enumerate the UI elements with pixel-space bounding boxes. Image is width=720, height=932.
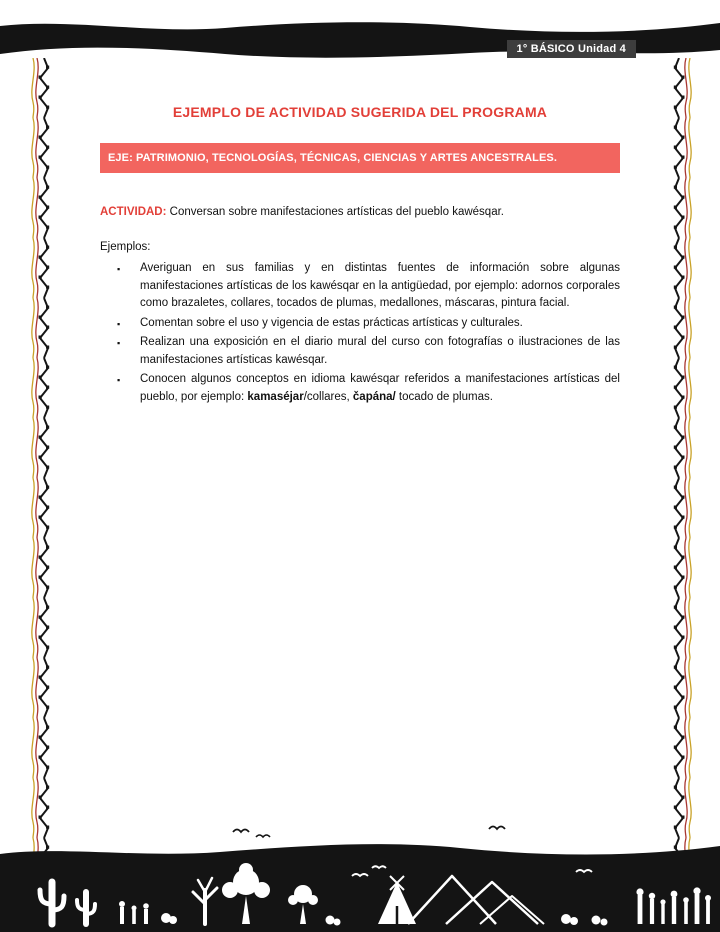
ejemplos-label: Ejemplos: <box>100 240 151 253</box>
actividad-line <box>100 204 620 222</box>
page-title: EJEMPLO DE ACTIVIDAD SUGERIDA DEL PROGRAMA <box>172 104 548 120</box>
content-area <box>100 104 620 408</box>
bullet-item: ▪ Comentan sobre el uso y vigencia de estas prácticas artísticas y culturales. <box>140 315 620 333</box>
bullet-item: ▪ Conocen algunos conceptos en idioma kawésqar referidos a manifestaciones artísticas del pueblo, por ejemplo: kamaséjar/collares, čapána/ tocado de plumas. <box>140 371 620 406</box>
right-border-zigzag-icon <box>671 58 697 853</box>
actividad-text: Conversan sobre manifestaciones artísticas del pueblo kawésqar. <box>169 206 504 218</box>
unit-badge: 1° BÁSICO Unidad 4 <box>507 40 636 58</box>
eje-banner: EJE: PATRIMONIO, TECNOLOGÍAS, TÉCNICAS, CIENCIAS Y ARTES ANCESTRALES. <box>100 143 620 174</box>
ejemplos-list <box>100 260 620 406</box>
left-border-zigzag-icon <box>26 58 52 853</box>
bottom-silhouette-band-icon <box>0 820 720 932</box>
bullet-item: ▪ Realizan una exposición en el diario mural del curso con fotografías o ilustraciones de las manifestaciones artísticas kawésqar. <box>140 334 620 369</box>
actividad-label: ACTIVIDAD: <box>100 206 167 218</box>
bullet-item: ▪ Averiguan en sus familias y en distintas fuentes de información sobre algunas manifestaciones artísticas de los kawésqar en la antigüedad, por ejemplo: adornos corporales como brazaletes, collares, tocados de plumas, medallones, máscaras, pintura facial. <box>140 260 620 313</box>
